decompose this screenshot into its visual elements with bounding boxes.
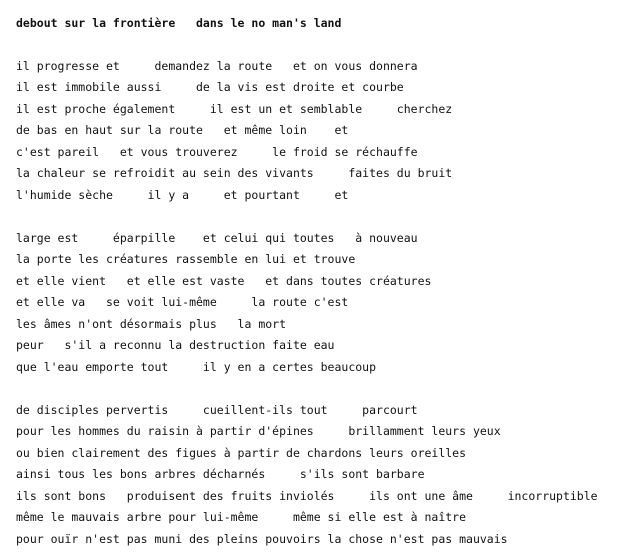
stanza-3: [16, 400, 598, 551]
poem-line: c'est pareil et vous trouverez le froid se réchauffe: [16, 144, 418, 159]
poem-line: il progresse et demandez la route et on vous donnera: [16, 58, 418, 73]
poem-line: ou bien clairement des figues à partir de chardons leurs oreilles: [16, 445, 467, 460]
poem-line: l'humide sèche il y a et pourtant et: [16, 187, 349, 202]
stanza-gap: [16, 34, 598, 56]
poem-line: il est proche également il est un et semblable cherchez: [16, 101, 453, 116]
poem-line: pour ouïr n'est pas muni des pleins pouvoirs la chose n'est pas mauvais: [16, 531, 508, 546]
poem-line: et elle va se voit lui-même la route c'est: [16, 295, 349, 309]
poem-line: et elle vient et elle est vaste et dans toutes créatures: [16, 273, 432, 288]
poem-line: ainsi tous les bons arbres décharnés s'ils sont barbare: [16, 467, 425, 481]
poem-line: de disciples pervertis cueillent-ils tout parcourt: [16, 402, 418, 417]
poem-line: pour les hommes du raisin à partir d'épines brillamment leurs yeux: [16, 424, 501, 438]
poem-line: il est immobile aussi de la vis est droite et courbe: [16, 80, 404, 94]
poem-line: large est éparpille et celui qui toutes à nouveau: [16, 230, 418, 245]
poem-line: ils sont bons produisent des fruits inviolés ils ont une âme incorruptible: [16, 488, 598, 503]
stanza-gap: [16, 378, 598, 400]
poem-line: la chaleur se refroidit au sein des vivants faites du bruit: [16, 166, 453, 180]
poem-title: debout sur la frontière dans le no man's land: [16, 16, 342, 30]
stanza-1: [16, 56, 598, 207]
poem-line: les âmes n'ont désormais plus la mort: [16, 316, 287, 331]
poem-page: [16, 12, 598, 550]
poem-line: peur s'il a reconnu la destruction faite eau: [16, 338, 335, 352]
poem-line: que l'eau emporte tout il y en a certes beaucoup: [16, 359, 377, 374]
poem-line: de bas en haut sur la route et même loin et: [16, 123, 349, 137]
poem-line: même le mauvais arbre pour lui-même même si elle est à naître: [16, 510, 467, 524]
stanza-2: [16, 228, 598, 379]
poem-line: la porte les créatures rassemble en lui et trouve: [16, 252, 356, 266]
stanza-gap: [16, 206, 598, 228]
